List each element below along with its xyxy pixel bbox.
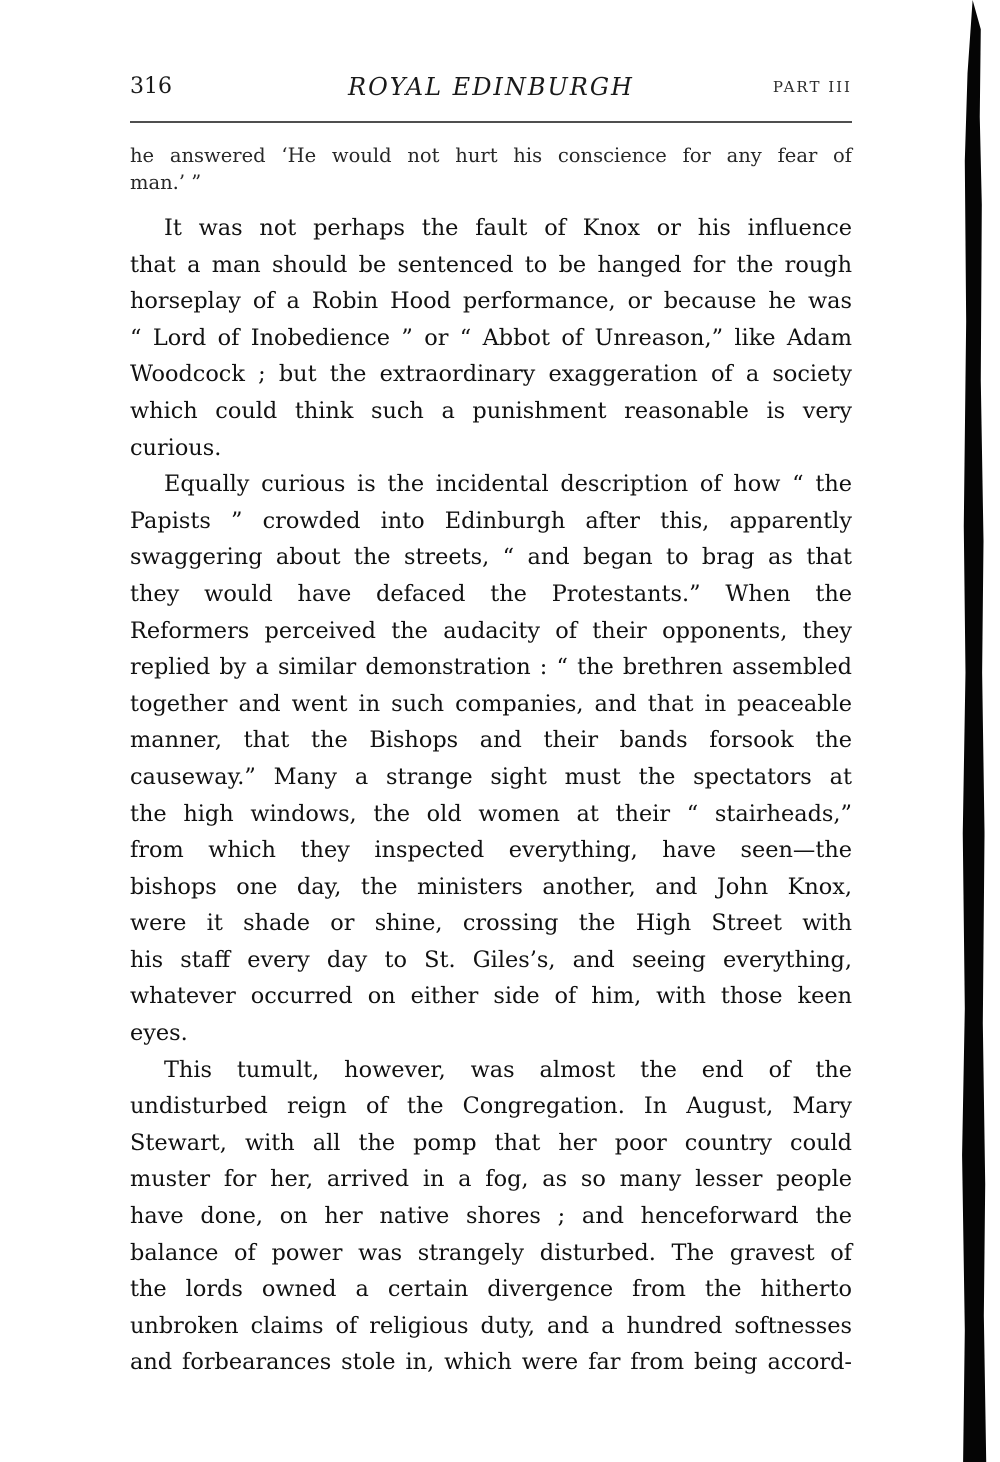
text-line: manner, that the Bishops and their bands forsook the <box>130 727 852 754</box>
text-line: his staff every day to St. Giles’s, and seeing everything, <box>130 946 852 973</box>
text-line: whatever occurred on either side of him, with those keen <box>130 983 852 1010</box>
text-line: Equally curious is the incidental description of how “ the <box>164 471 852 498</box>
header-rule <box>130 121 852 123</box>
running-title: ROYAL EDINBURGH <box>348 73 634 101</box>
text-line: which could think such a punishment reasonable is very <box>130 397 852 424</box>
text-line: Papists ” crowded into Edinburgh after this, apparently <box>130 507 852 534</box>
text-line: that a man should be sentenced to be hanged for the rough <box>130 251 852 278</box>
text-line: they would have defaced the Protestants.” When the <box>130 580 852 607</box>
text-line: the lords owned a certain divergence from the hitherto <box>130 1276 852 1303</box>
text-line: balance of power was strangely disturbed. The gravest of <box>130 1239 852 1266</box>
quote-line: man.’ ” <box>130 171 202 194</box>
text-line: Stewart, with all the pomp that her poor country could <box>130 1129 852 1156</box>
paragraph-congregation <box>130 1052 852 1381</box>
text-line: Woodcock ; but the extraordinary exaggeration of a society <box>130 361 852 388</box>
text-line: replied by a similar demonstration : “ the brethren assembled <box>130 654 852 681</box>
paragraph-papists <box>130 466 852 1052</box>
page-number: 316 <box>130 74 172 99</box>
quote-continuation <box>130 142 852 196</box>
text-line: Reformers perceived the audacity of their opponents, they <box>130 617 852 644</box>
text-line: bishops one day, the ministers another, and John Knox, <box>130 873 852 900</box>
text-line: from which they inspected everything, have seen—the <box>130 837 852 864</box>
text-line: together and went in such companies, and that in peaceable <box>130 690 852 717</box>
text-line: This tumult, however, was almost the end of the <box>164 1056 852 1083</box>
text-line: swaggering about the streets, “ and began to brag as that <box>130 544 852 571</box>
body-text <box>130 210 852 1381</box>
scan-edge-bleed <box>958 0 992 1462</box>
page-header <box>130 72 852 108</box>
text-line: horseplay of a Robin Hood performance, or because he was <box>130 288 852 315</box>
text-line: causeway.” Many a strange sight must the spectators at <box>130 763 852 790</box>
text-line: the high windows, the old women at their “ stairheads,” <box>130 800 852 827</box>
quote-line: he answered ‘He would not hurt his conscience for any fear of <box>130 144 852 167</box>
text-line: curious. <box>130 434 222 461</box>
text-line: unbroken claims of religious duty, and a hundred softnesses <box>130 1312 852 1339</box>
part-label: PART III <box>772 78 852 96</box>
text-line: “ Lord of Inobedience ” or “ Abbot of Unreason,” like Adam <box>130 324 852 351</box>
text-line: and forbearances stole in, which were far from being accord- <box>130 1349 852 1376</box>
text-line: have done, on her native shores ; and henceforward the <box>130 1203 852 1230</box>
text-line: undisturbed reign of the Congregation. In August, Mary <box>130 1093 852 1120</box>
text-line: eyes. <box>130 1020 188 1047</box>
paragraph-knox-influence <box>130 210 852 466</box>
text-line: muster for her, arrived in a fog, as so many lesser people <box>130 1166 852 1193</box>
text-line: were it shade or shine, crossing the High Street with <box>130 910 852 937</box>
text-line: It was not perhaps the fault of Knox or his influence <box>164 215 852 241</box>
